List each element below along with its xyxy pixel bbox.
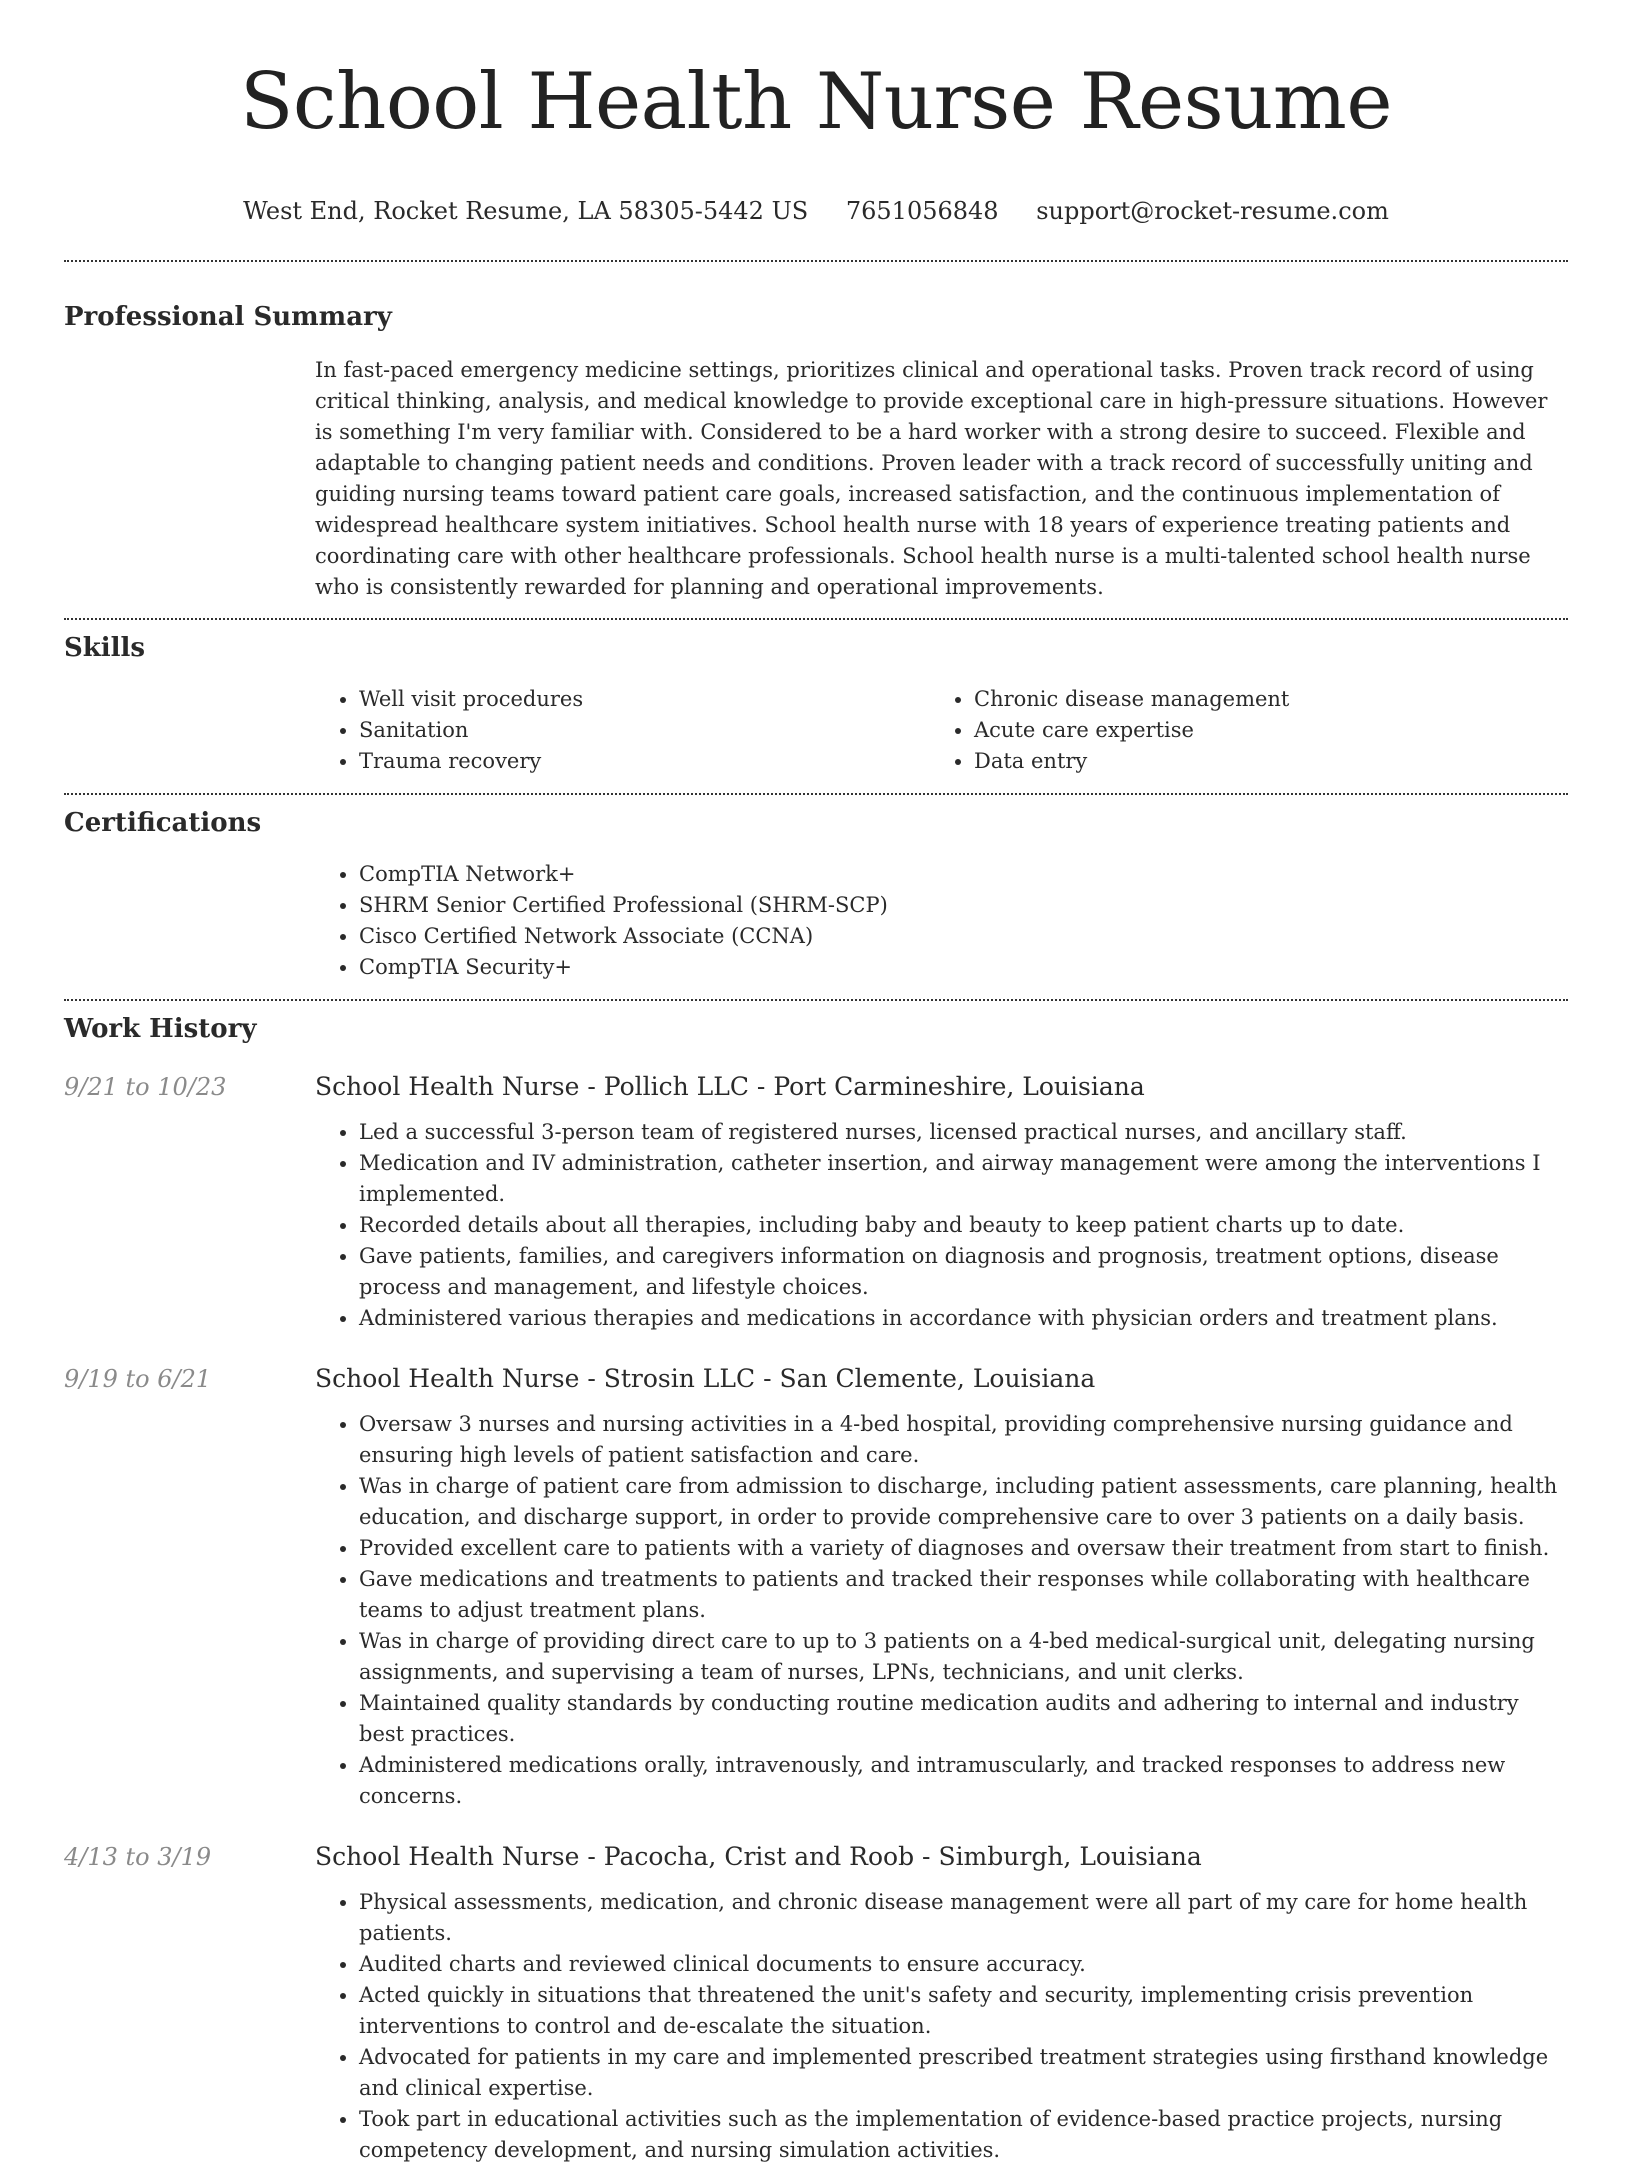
job-bullet: • Physical assessments, medication, and chronic disease management were all part of my care for home health patients.: [359, 1887, 1568, 1949]
job-bullet: • Audited charts and reviewed clinical documents to ensure accuracy.: [359, 1949, 1568, 1980]
certifications-list: [315, 859, 1568, 983]
certification-item: • SHRM Senior Certified Professional (SHRM-SCP): [359, 890, 1568, 921]
section-title-certifications: Certifications: [64, 808, 262, 838]
contact-phone: 7651056848: [845, 197, 999, 225]
skills-column-2: [930, 684, 1550, 777]
job-bullet: • Acted quickly in situations that threatened the unit's safety and security, implementing crisis prevention interventions to control and de-escalate the situation.: [359, 1980, 1568, 2042]
skill-item: • Acute care expertise: [974, 715, 1550, 746]
resume-title: School Health Nurse Resume: [239, 57, 1393, 147]
certification-item: • CompTIA Security+: [359, 952, 1568, 983]
job-bullet: • Maintained quality standards by conducting routine medication audits and adhering to internal and industry best practices.: [359, 1688, 1568, 1750]
job-bullet-list: [315, 1409, 1568, 1812]
job-bullet: • Provided excellent care to patients with a variety of diagnoses and oversaw their treatment from start to finish.: [359, 1533, 1568, 1564]
contact-line: [64, 196, 1568, 226]
job-bullet: • Led a successful 3-person team of registered nurses, licensed practical nurses, and ancillary staff.: [359, 1117, 1568, 1148]
job-bullet: • Oversaw 3 nurses and nursing activities in a 4-bed hospital, providing comprehensive nursing guidance and ensuring high levels of patient satisfaction and care.: [359, 1409, 1568, 1471]
job-bullets: [315, 1887, 1568, 2166]
section-divider: [64, 793, 1568, 795]
skill-item: • Well visit procedures: [359, 684, 930, 715]
job-dates: 9/21 to 10/23: [64, 1073, 227, 1101]
section-title-skills: Skills: [64, 633, 146, 663]
section-title-work-history: Work History: [64, 1014, 257, 1044]
job-bullet-list: [315, 1887, 1568, 2166]
job-bullets: [315, 1409, 1568, 1812]
section-divider: [64, 260, 1568, 262]
job-dates: 4/13 to 3/19: [64, 1843, 212, 1871]
job-bullet: • Medication and IV administration, catheter insertion, and airway management were among the interventions I implemented.: [359, 1148, 1568, 1210]
job-bullet: • Advocated for patients in my care and implemented prescribed treatment strategies using firsthand knowledge and clinical expertise.: [359, 2042, 1568, 2104]
contact-email: support@rocket-resume.com: [1036, 197, 1389, 225]
contact-address: West End, Rocket Resume, LA 58305-5442 US: [243, 197, 809, 225]
summary-text: In fast-paced emergency medicine settings, prioritizes clinical and operational tasks. Proven track record of using critical thinking, analysis, and medical knowledge to provide exceptional care in high-pressure situations. However is something I'm very familiar with. Considered to be a hard worker with a strong desire to succeed. Flexible and adaptable to changing patient needs and conditions. Proven leader with a track record of successfully uniting and guiding nursing teams toward patient care goals, increased satisfaction, and the continuous implementation of widespread healthcare system initiatives. School health nurse with 18 years of experience treating patients and coordinating care with other healthcare professionals. School health nurse is a multi-talented school health nurse who is consistently rewarded for planning and operational improvements.: [315, 358, 1548, 599]
certifications-bullets: [315, 859, 1568, 983]
section-divider: [64, 999, 1568, 1001]
job-title: School Health Nurse - Strosin LLC - San Clemente, Louisiana: [315, 1364, 1096, 1393]
job-bullet: • Administered medications orally, intravenously, and intramuscularly, and tracked responses to address new concerns.: [359, 1750, 1568, 1812]
job-bullet: • Was in charge of providing direct care to up to 3 patients on a 4-bed medical-surgical unit, delegating nursing assignments, and supervising a team of nurses, LPNs, technicians, and unit clerks.: [359, 1626, 1568, 1688]
skill-item: • Trauma recovery: [359, 746, 930, 777]
skill-item: • Data entry: [974, 746, 1550, 777]
job-bullet: • Gave patients, families, and caregivers information on diagnosis and prognosis, treatment options, disease process and management, and lifestyle choices.: [359, 1241, 1568, 1303]
job-entry: [64, 1071, 1568, 1103]
job-bullet: • Administered various therapies and medications in accordance with physician orders and treatment plans.: [359, 1303, 1568, 1334]
skill-item: • Chronic disease management: [974, 684, 1550, 715]
certification-item: • CompTIA Network+: [359, 859, 1568, 890]
section-divider: [64, 618, 1568, 620]
job-bullet: • Gave medications and treatments to patients and tracked their responses while collaborating with healthcare teams to adjust treatment plans.: [359, 1564, 1568, 1626]
job-bullet: • Was in charge of patient care from admission to discharge, including patient assessments, care planning, health education, and discharge support, in order to provide comprehensive care to over 3 patients on a daily basis.: [359, 1471, 1568, 1533]
job-dates: 9/19 to 6/21: [64, 1365, 212, 1393]
job-title: School Health Nurse - Pacocha, Crist and Roob - Simburgh, Louisiana: [315, 1842, 1202, 1871]
job-bullet-list: [315, 1117, 1568, 1334]
job-bullets: [315, 1117, 1568, 1334]
job-entry: [64, 1363, 1568, 1395]
skills-column-1: [315, 684, 930, 777]
skills-list: [315, 684, 1568, 777]
job-bullet: • Recorded details about all therapies, including baby and beauty to keep patient charts up to date.: [359, 1210, 1568, 1241]
section-title-summary: Professional Summary: [64, 302, 392, 332]
skill-item: • Sanitation: [359, 715, 930, 746]
certification-item: • Cisco Certified Network Associate (CCNA): [359, 921, 1568, 952]
job-bullet: • Took part in educational activities such as the implementation of evidence-based practice projects, nursing competency development, and nursing simulation activities.: [359, 2104, 1568, 2166]
job-title: School Health Nurse - Pollich LLC - Port Carmineshire, Louisiana: [315, 1072, 1145, 1101]
job-entry: [64, 1841, 1568, 1873]
